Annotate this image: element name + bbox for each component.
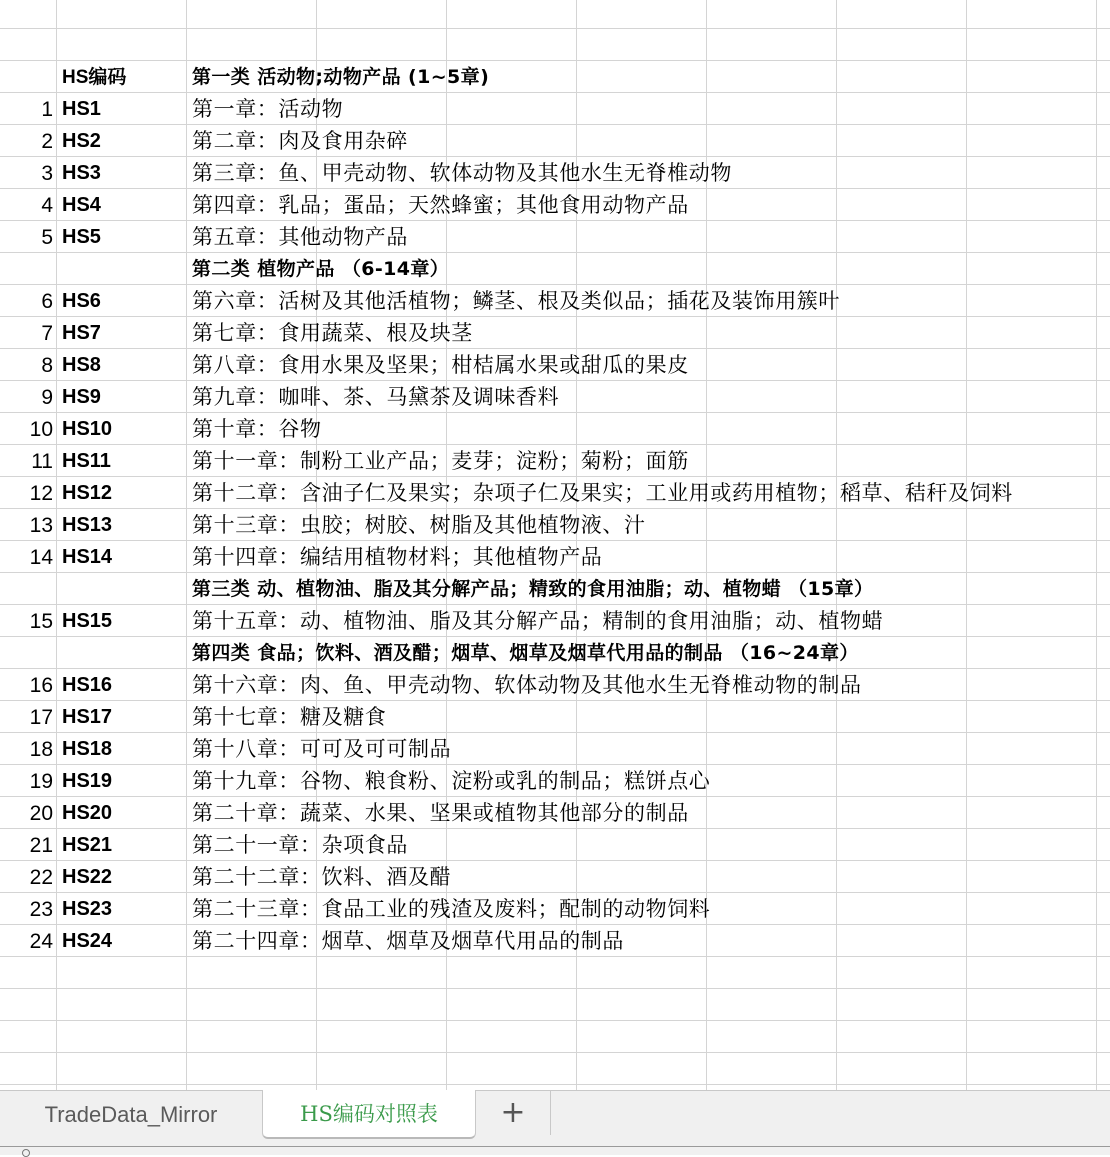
row-number[interactable]: 8 — [41, 354, 53, 377]
chapter-description-cell[interactable]: 第二十四章：烟草、烟草及烟草代用品的制品 — [192, 929, 624, 953]
section-header-row[interactable] — [0, 573, 1110, 605]
hs-code-cell[interactable]: HS19 — [62, 770, 113, 792]
table-row[interactable] — [0, 221, 1110, 253]
hs-code-cell[interactable]: HS2 — [62, 130, 101, 152]
empty-row[interactable] — [0, 1021, 1110, 1053]
chapter-description-cell[interactable]: 第十九章：谷物、粮食粉、淀粉或乳的制品；糕饼点心 — [192, 769, 711, 793]
hs-code-cell[interactable]: HS7 — [62, 322, 101, 344]
row-number[interactable]: 18 — [29, 738, 53, 761]
section-header-row[interactable] — [0, 637, 1110, 669]
chapter-description-cell[interactable]: 第十四章：编结用植物材料；其他植物产品 — [192, 545, 603, 569]
hs-code-cell[interactable]: HS15 — [62, 610, 113, 632]
table-row[interactable] — [0, 125, 1110, 157]
hs-code-cell[interactable]: HS4 — [62, 194, 101, 216]
row-number[interactable]: 1 — [41, 98, 53, 121]
chapter-description-cell[interactable]: 第二章：肉及食用杂碎 — [192, 129, 408, 153]
row-number[interactable]: 20 — [29, 802, 53, 825]
table-row[interactable] — [0, 93, 1110, 125]
hs-code-cell[interactable]: HS23 — [62, 898, 113, 920]
hs-code-cell[interactable]: HS12 — [62, 482, 113, 504]
hs-code-cell[interactable]: HS13 — [62, 514, 113, 536]
table-row[interactable] — [0, 605, 1110, 637]
table-row[interactable] — [0, 317, 1110, 349]
status-bar-divider — [0, 1146, 1110, 1147]
row-number[interactable]: 14 — [29, 546, 53, 569]
hs-code-cell[interactable]: HS16 — [62, 674, 113, 696]
section-title[interactable]: 第三类 动、植物油、脂及其分解产品；精致的食用油脂；动、植物蜡 （15章） — [192, 578, 874, 600]
table-row[interactable] — [0, 893, 1110, 925]
table-row[interactable] — [0, 669, 1110, 701]
hs-code-cell[interactable]: HS24 — [62, 930, 113, 952]
category-header[interactable]: 第一类 活动物;动物产品 (1~5章) — [192, 66, 490, 88]
chapter-description-cell[interactable]: 第九章：咖啡、茶、马黛茶及调味香料 — [192, 385, 560, 409]
row-number[interactable]: 21 — [29, 834, 53, 857]
table-row[interactable] — [0, 797, 1110, 829]
hs-code-cell[interactable]: HS1 — [62, 98, 101, 120]
row-number[interactable]: 19 — [29, 770, 53, 793]
hs-code-cell[interactable]: HS17 — [62, 706, 113, 728]
row-number[interactable]: 13 — [29, 514, 53, 537]
table-row[interactable] — [0, 861, 1110, 893]
table-row[interactable] — [0, 925, 1110, 957]
hs-code-cell[interactable]: HS10 — [62, 418, 113, 440]
row-number[interactable]: 7 — [41, 322, 53, 345]
chapter-description-cell[interactable]: 第十七章：糖及糖食 — [192, 705, 387, 729]
table-row[interactable] — [0, 445, 1110, 477]
table-row[interactable] — [0, 509, 1110, 541]
chapter-description-cell[interactable]: 第三章：鱼、甲壳动物、软体动物及其他水生无脊椎动物 — [192, 161, 732, 185]
table-row[interactable] — [0, 733, 1110, 765]
empty-row[interactable] — [0, 957, 1110, 989]
row-number[interactable]: 17 — [29, 706, 53, 729]
row-number[interactable]: 22 — [29, 866, 53, 889]
hs-code-cell[interactable]: HS21 — [62, 834, 113, 856]
row-number[interactable]: 23 — [29, 898, 53, 921]
hs-code-cell[interactable]: HS18 — [62, 738, 113, 760]
section-header-row[interactable] — [0, 253, 1110, 285]
row-number[interactable]: 24 — [29, 930, 53, 953]
hs-code-cell[interactable]: HS5 — [62, 226, 101, 248]
table-row[interactable] — [0, 157, 1110, 189]
hs-code-cell[interactable]: HS6 — [62, 290, 101, 312]
table-row[interactable] — [0, 349, 1110, 381]
chapter-description-cell[interactable]: 第六章：活树及其他活植物；鳞茎、根及类似品；插花及装饰用簇叶 — [192, 289, 840, 313]
row-number[interactable]: 16 — [29, 674, 53, 697]
row-number[interactable]: 3 — [41, 162, 53, 185]
table-row[interactable] — [0, 285, 1110, 317]
status-indicator-icon — [22, 1149, 30, 1157]
empty-row[interactable] — [0, 1053, 1110, 1085]
row-number[interactable]: 11 — [31, 450, 53, 473]
chapter-description-cell[interactable]: 第四章：乳品；蛋品；天然蜂蜜；其他食用动物产品 — [192, 193, 689, 217]
hs-code-cell[interactable]: HS20 — [62, 802, 113, 824]
chapter-description-cell[interactable]: 第五章：其他动物产品 — [192, 225, 408, 249]
chapter-description-cell[interactable]: 第十章：谷物 — [192, 417, 322, 441]
row-number[interactable]: 10 — [29, 418, 53, 441]
row-number[interactable]: 15 — [29, 610, 53, 633]
chapter-description-cell[interactable]: 第二十一章：杂项食品 — [192, 833, 408, 857]
table-row[interactable] — [0, 829, 1110, 861]
table-row[interactable] — [0, 381, 1110, 413]
tab-tradedata-mirror[interactable]: TradeData_Mirror — [44, 1102, 218, 1127]
chapter-description-cell[interactable]: 第二十二章：饮料、酒及醋 — [192, 865, 452, 889]
row-number[interactable]: 12 — [29, 482, 53, 505]
add-sheet-button[interactable]: + — [476, 1091, 551, 1135]
row-number[interactable]: 9 — [41, 386, 53, 409]
hs-code-cell[interactable]: HS11 — [62, 450, 111, 472]
tab-hs-code-table[interactable]: HS编码对照表 — [262, 1090, 476, 1139]
hs-code-cell[interactable]: HS14 — [62, 546, 113, 568]
chapter-description-cell[interactable]: 第七章：食用蔬菜、根及块茎 — [192, 321, 473, 345]
empty-row[interactable] — [0, 989, 1110, 1021]
table-row[interactable] — [0, 189, 1110, 221]
row-number[interactable]: 4 — [41, 194, 53, 217]
chapter-description-cell[interactable]: 第十五章：动、植物油、脂及其分解产品；精制的食用油脂；动、植物蜡 — [192, 609, 884, 633]
hs-code-cell[interactable]: HS8 — [62, 354, 101, 376]
table-row[interactable] — [0, 541, 1110, 573]
chapter-description-cell[interactable]: 第十八章：可可及可可制品 — [192, 737, 452, 761]
empty-row[interactable] — [0, 29, 1110, 61]
chapter-description-cell[interactable]: 第十三章：虫胶；树胶、树脂及其他植物液、汁 — [192, 513, 646, 537]
hs-code-cell[interactable]: HS9 — [62, 386, 101, 408]
section-title[interactable]: 第四类 食品；饮料、酒及醋；烟草、烟草及烟草代用品的制品 （16~24章） — [192, 642, 859, 664]
chapter-description-cell[interactable]: 第二十章：蔬菜、水果、坚果或植物其他部分的制品 — [192, 801, 689, 825]
chapter-description-cell[interactable]: 第八章：食用水果及坚果；柑桔属水果或甜瓜的果皮 — [192, 353, 689, 377]
hs-code-header[interactable]: HS编码 — [62, 67, 127, 88]
hs-code-cell[interactable]: HS22 — [62, 866, 113, 888]
chapter-description-cell[interactable]: 第一章：活动物 — [192, 97, 344, 121]
empty-row[interactable] — [0, 0, 1110, 29]
header-row[interactable] — [0, 61, 1110, 93]
table-row[interactable] — [0, 765, 1110, 797]
row-number[interactable]: 5 — [41, 226, 53, 249]
hs-code-cell[interactable]: HS3 — [62, 162, 101, 184]
chapter-description-cell[interactable]: 第十二章：含油子仁及果实；杂项子仁及果实；工业用或药用植物；稻草、秸秆及饲料 — [192, 481, 1013, 505]
table-row[interactable] — [0, 413, 1110, 445]
section-title[interactable]: 第二类 植物产品 （6-14章） — [192, 258, 450, 280]
row-number[interactable]: 6 — [41, 290, 53, 313]
table-row[interactable] — [0, 701, 1110, 733]
chapter-description-cell[interactable]: 第十一章：制粉工业产品；麦芽；淀粉；菊粉；面筋 — [192, 449, 689, 473]
chapter-description-cell[interactable]: 第十六章：肉、鱼、甲壳动物、软体动物及其他水生无脊椎动物的制品 — [192, 673, 862, 697]
table-row[interactable] — [0, 477, 1110, 509]
row-number[interactable]: 2 — [41, 130, 53, 153]
chapter-description-cell[interactable]: 第二十三章：食品工业的残渣及废料；配制的动物饲料 — [192, 897, 711, 921]
